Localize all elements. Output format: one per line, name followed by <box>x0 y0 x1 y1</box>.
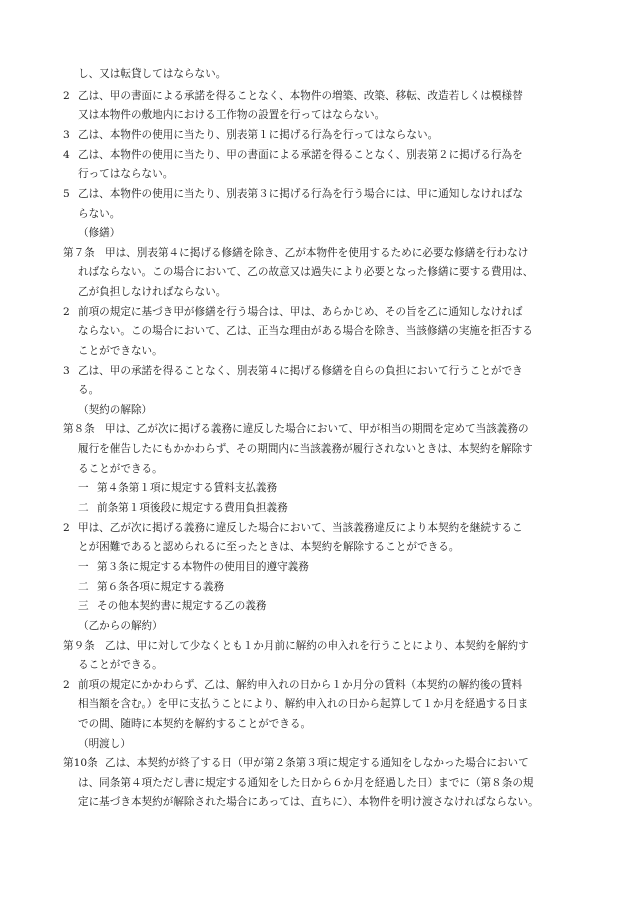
item-number: 4 <box>63 149 70 161</box>
line-text: る。 <box>78 384 100 396</box>
line-text: 乙は、本物件の使用に当たり、別表第３に掲げる行為を行う場合には、甲に通知しなければな <box>78 188 523 200</box>
item-number: 5 <box>63 188 70 200</box>
item-number: 3 <box>63 365 70 377</box>
item-number: 2 <box>63 90 70 102</box>
heading-text: （修繕） <box>78 227 121 239</box>
line-text: 前項の規定にかかわらず、乙は、解約申入れの日から１か月分の賃料（本契約の解約後の賃料 <box>78 679 523 691</box>
line-text: 乙は、甲の承諾を得ることなく、別表第４に掲げる修繕を自らの負担において行うことができ <box>78 365 523 377</box>
line-text: 履行を催告したにもかかわらず、その期間内に当該義務が履行されないときは、本契約を解除す <box>78 443 533 455</box>
line-text: 乙は、本契約が終了する日（甲が第２条第３項に規定する通知をしなかった場合において <box>105 757 529 769</box>
heading-text: （契約の解除） <box>78 404 153 416</box>
line-text: とが困難であると認められるに至ったときは、本契約を解除することができる。 <box>78 541 460 553</box>
article-number: 第９条 <box>63 640 95 652</box>
item-number: 2 <box>63 679 70 691</box>
line-text: 相当額を含む。）を甲に支払うことにより、解約申入れの日から起算して１か月を経過する日ま <box>78 698 529 710</box>
line-text: 甲は、別表第４に掲げる修繕を除き、乙が本物件を使用するために必要な修繕を行わなけ <box>105 247 529 259</box>
line-text: 乙が負担しなければならない。 <box>78 286 227 298</box>
line-text: 乙は、甲の書面による承諾を得ることなく、本物件の増築、改築、移転、改造若しくは模様替 <box>78 90 523 102</box>
article-number: 第８条 <box>63 423 95 435</box>
item-number: 2 <box>63 306 70 318</box>
line-text: し、又は転貸してはならない。 <box>78 68 227 80</box>
heading-text: （乙からの解約） <box>78 620 163 632</box>
line-text: その他本契約書に規定する乙の義務 <box>97 600 267 612</box>
list-marker: 一 <box>78 561 89 573</box>
line-text: 前項の規定に基づき甲が修繕を行う場合は、甲は、あらかじめ、その旨を乙に通知しなければ <box>78 306 523 318</box>
line-text: 又は本物件の敷地内における工作物の設置を行ってはならない。 <box>78 109 386 121</box>
line-text: 甲は、乙が次に掲げる義務に違反した場合において、甲が相当の期間を定めて当該義務の <box>105 423 529 435</box>
line-text: 第６条各項に規定する義務 <box>97 581 225 593</box>
list-marker: 二 <box>78 502 89 514</box>
line-text: 乙は、本物件の使用に当たり、別表第１に掲げる行為を行ってはならない。 <box>78 129 439 141</box>
line-text: らない。 <box>78 208 121 220</box>
line-text: ることができる。 <box>78 463 163 475</box>
line-text: での間、随時に本契約を解約することができる。 <box>78 718 312 730</box>
heading-text: （明渡し） <box>78 738 131 750</box>
line-text: 前条第１項後段に規定する費用負担義務 <box>97 502 288 514</box>
article-number: 第７条 <box>63 247 95 259</box>
item-number: 3 <box>63 129 70 141</box>
list-marker: 三 <box>78 600 89 612</box>
line-text: 甲は、乙が次に掲げる義務に違反した場合において、当該義務違反により本契約を継続するこ <box>78 522 523 534</box>
line-text: は、同条第４項ただし書に規定する通知をした日から６か月を経過した日）までに（第８条の規 <box>78 777 534 789</box>
line-text: ることができる。 <box>78 659 163 671</box>
line-text: 乙は、甲に対して少なくとも１か月前に解約の申入れを行うことにより、本契約を解約す <box>105 640 529 652</box>
line-text: 行ってはならない。 <box>78 168 174 180</box>
list-marker: 二 <box>78 581 89 593</box>
line-text: ことができない。 <box>78 345 163 357</box>
line-text: 乙は、本物件の使用に当たり、甲の書面による承諾を得ることなく、別表第２に掲げる行為を <box>78 149 523 161</box>
list-marker: 一 <box>78 482 89 494</box>
line-text: 第３条に規定する本物件の使用目的遵守義務 <box>97 561 309 573</box>
line-text: ればならない。この場合において、乙の故意又は過失により必要となった修繕に要する費用は、 <box>78 266 534 278</box>
line-text: ならない。この場合において、乙は、正当な理由がある場合を除き、当該修繕の実施を拒否する <box>78 325 533 337</box>
article-number: 第10条 <box>63 757 98 769</box>
item-number: 2 <box>63 522 70 534</box>
line-text: 定に基づき本契約が解除された場合にあっては、直ちに）、本物件を明け渡さなければならない。 <box>78 796 539 808</box>
line-text: 第４条第１項に規定する賃料支払義務 <box>97 482 278 494</box>
